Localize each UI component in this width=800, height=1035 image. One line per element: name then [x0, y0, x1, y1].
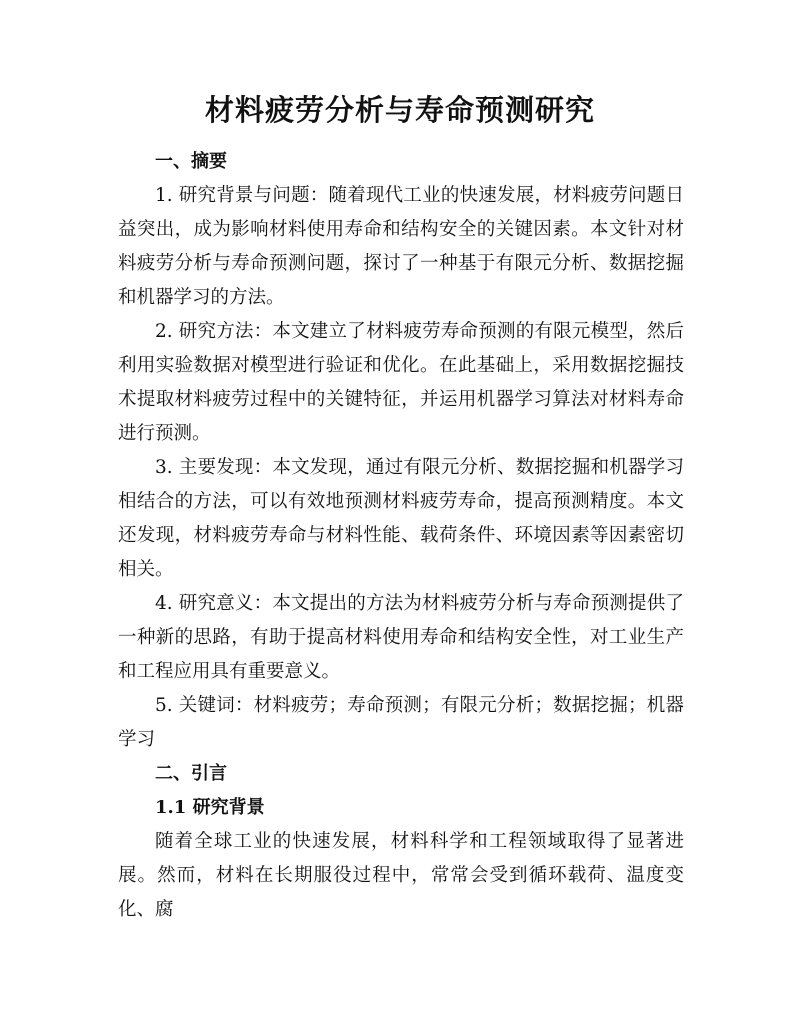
- section-heading-abstract: 一、摘要: [155, 151, 227, 172]
- abstract-paragraph-keywords: 5. 关键词：材料疲劳；寿命预测；有限元分析；数据挖掘；机器学习: [118, 695, 684, 750]
- abstract-paragraph-significance: 4. 研究意义：本文提出的方法为材料疲劳分析与寿命预测提供了一种新的思路，有助于提高材料使用寿命和结构安全性，对工业生产和工程应用具有重要意义。: [118, 593, 684, 682]
- abstract-paragraph-method: 2. 研究方法：本文建立了材料疲劳寿命预测的有限元模型，然后利用实验数据对模型进行验证和优化。在此基础上，采用数据挖掘技术提取材料疲劳过程中的关键特征，并运用机器学习算法对材料寿命进行预测。: [118, 321, 684, 444]
- abstract-paragraph-findings: 3. 主要发现：本文发现，通过有限元分析、数据挖掘和机器学习相结合的方法，可以有效地预测材料疲劳寿命，提高预测精度。本文还发现，材料疲劳寿命与材料性能、载荷条件、环境因素等因素密切相关。: [118, 457, 684, 580]
- section-heading-introduction: 二、引言: [155, 763, 227, 784]
- document-body: [118, 145, 684, 927]
- abstract-paragraph-background: 1. 研究背景与问题：随着现代工业的快速发展，材料疲劳问题日益突出，成为影响材料使用寿命和结构安全的关键因素。本文针对材料疲劳分析与寿命预测问题，探讨了一种基于有限元分析、数据挖掘和机器学习的方法。: [118, 185, 684, 308]
- subsection-heading-background: 1.1 研究背景: [155, 797, 265, 818]
- document-title: 材料疲劳分析与寿命预测研究: [204, 93, 595, 127]
- introduction-paragraph: 随着全球工业的快速发展，材料科学和工程领域取得了显著进展。然而，材料在长期服役过程中，常常会受到循环载荷、温度变化、腐: [118, 831, 684, 920]
